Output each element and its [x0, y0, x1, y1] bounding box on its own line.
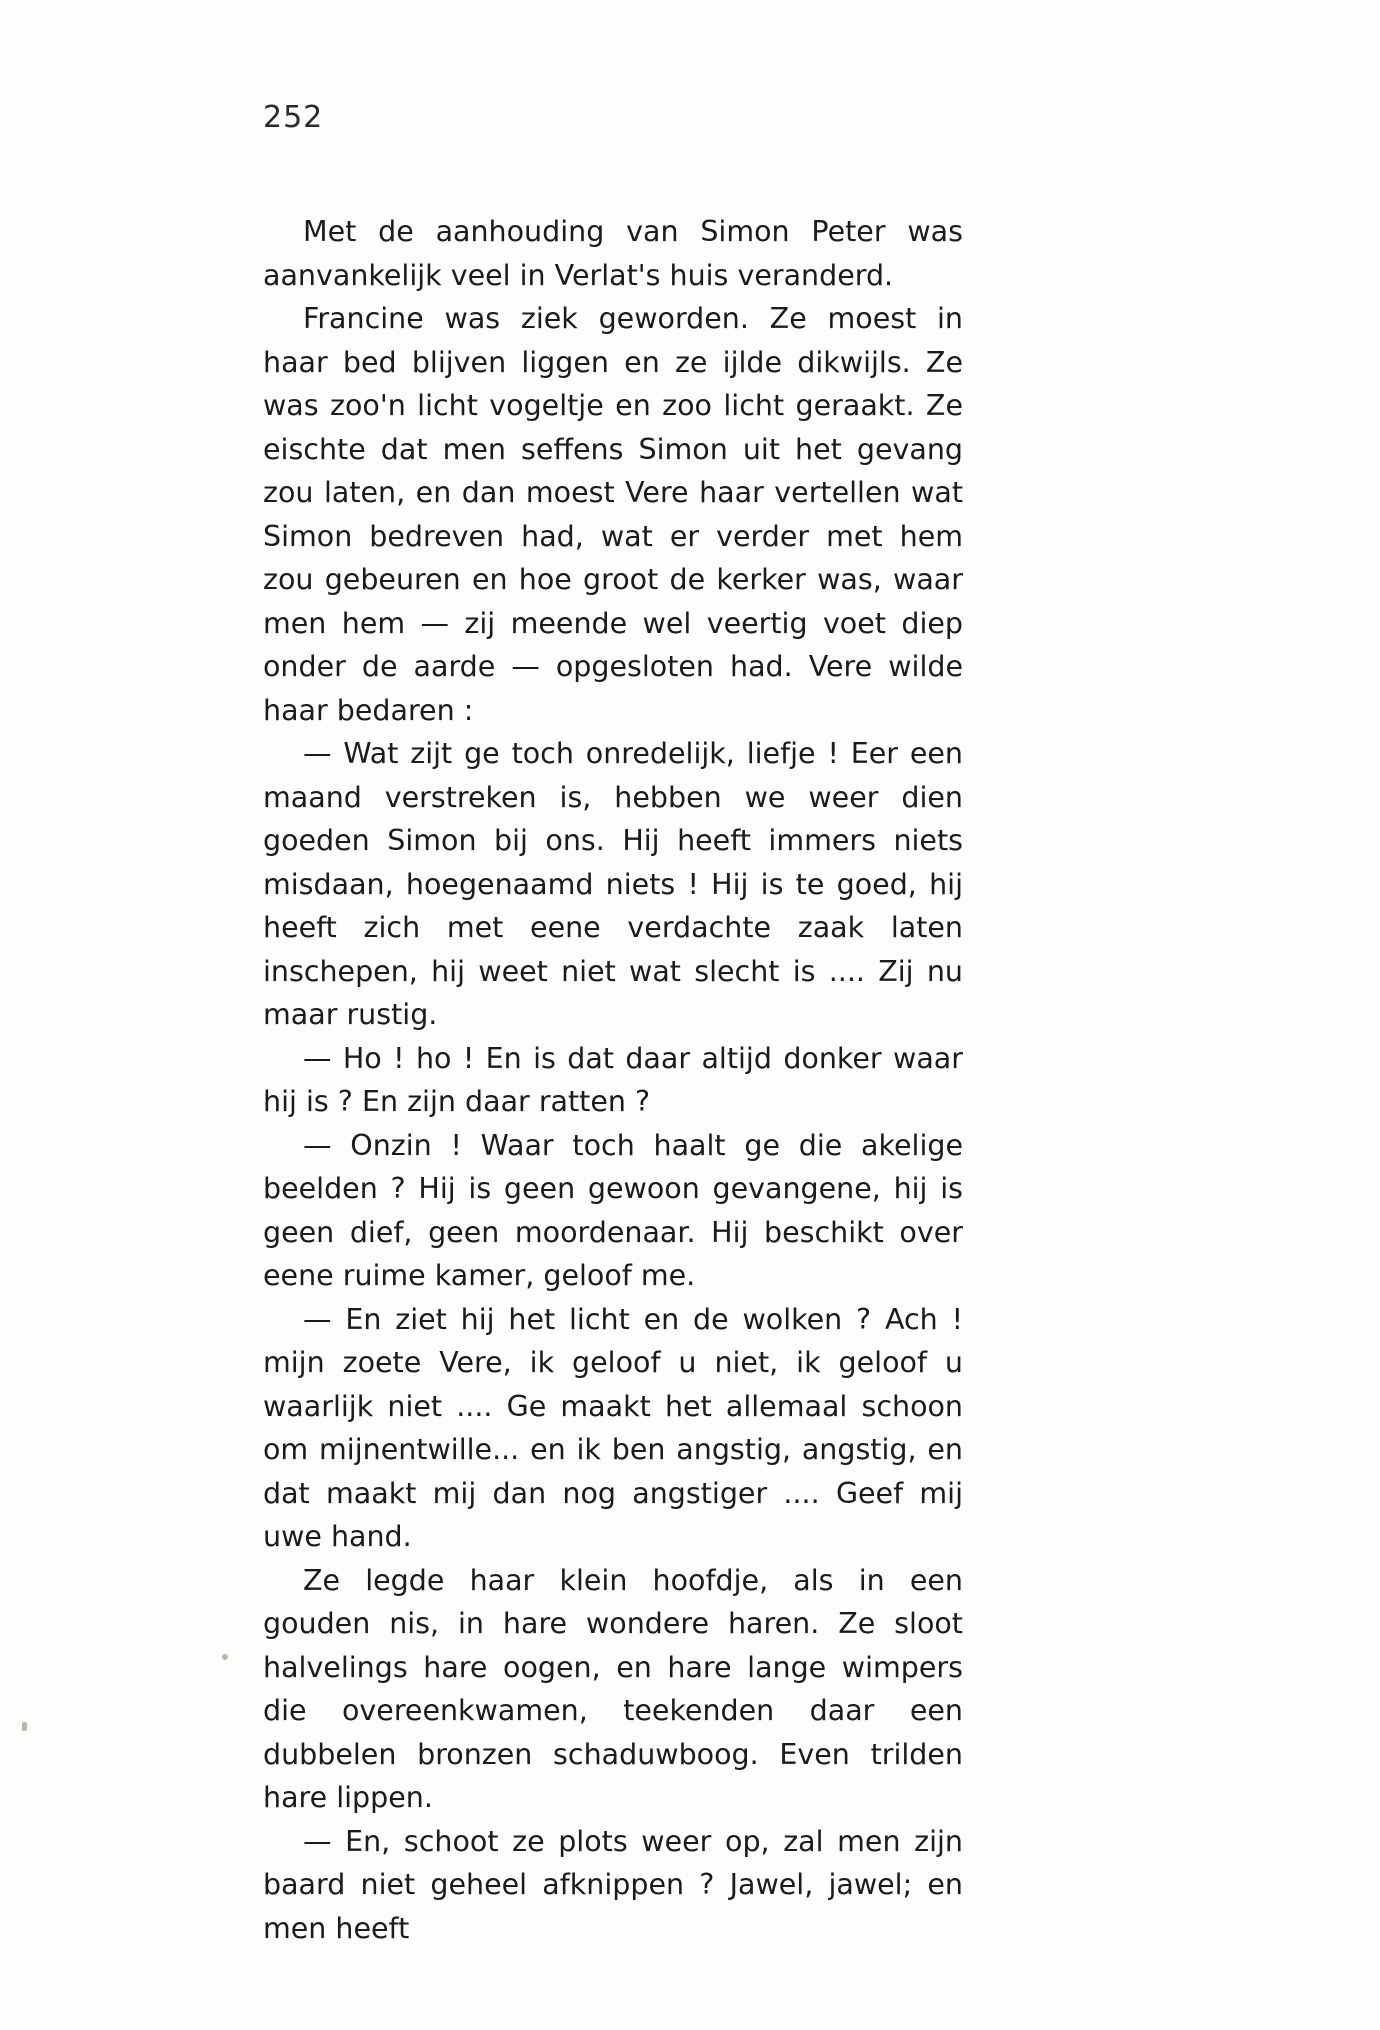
- paragraph: — Ho ! ho ! En is dat daar altijd donker waar hij is ? En zijn daar ratten ?: [263, 1041, 963, 1118]
- paragraph: — Wat zijt ge toch onredelijk, liefje ! Eer een maand verstreken is, hebben we weer dien goeden Simon bij ons. Hij heeft immers niets misdaan, hoegenaamd niets ! Hij is te goed, hij heeft zich met eene verdachte zaak laten inschepen, hij weet niet wat slecht is .... Zij nu maar rustig.: [263, 737, 963, 1031]
- page-speck: [22, 1722, 27, 1731]
- body-text: [263, 210, 963, 1950]
- paragraph: Ze legde haar klein hoofdje, als in een gouden nis, in hare wondere haren. Ze sloot halvelings hare oogen, en hare lange wimpers die overeenkwamen, teekenden daar een dubbelen bronzen schaduwboog. Even trilden hare lippen.: [263, 1563, 963, 1814]
- page-number: 252: [263, 100, 324, 135]
- paragraph: Met de aanhouding van Simon Peter was aanvankelijk veel in Verlat's huis veranderd.: [263, 215, 963, 292]
- paragraph: Francine was ziek geworden. Ze moest in haar bed blijven liggen en ze ijlde dikwijls. Ze was zoo'n licht vogeltje en zoo licht geraakt. Ze eischte dat men seffens Simon uit het gevang zou laten, en dan moest Vere haar vertellen wat Simon bedreven had, wat er verder met hem zou gebeuren en hoe groot de kerker was, waar men hem — zij meende wel veertig voet diep onder de aarde — opgesloten had. Vere wilde haar bedaren :: [263, 302, 963, 727]
- paragraph: — Onzin ! Waar toch haalt ge die akelige beelden ? Hij is geen gewoon gevangene, hij is geen dief, geen moordenaar. Hij beschikt over eene ruime kamer, geloof me.: [263, 1128, 963, 1292]
- paragraph: — En, schoot ze plots weer op, zal men zijn baard niet geheel afknippen ? Jawel, jawel; en men heeft: [263, 1824, 963, 1945]
- paragraph: — En ziet hij het licht en de wolken ? Ach ! mijn zoete Vere, ik geloof u niet, ik geloof u waarlijk niet .... Ge maakt het allemaal schoon om mijnentwille... en ik ben angstig, angstig, en dat maakt mij dan nog angstiger .... Geef mij uwe hand.: [263, 1302, 963, 1553]
- page-speck: [222, 1654, 228, 1660]
